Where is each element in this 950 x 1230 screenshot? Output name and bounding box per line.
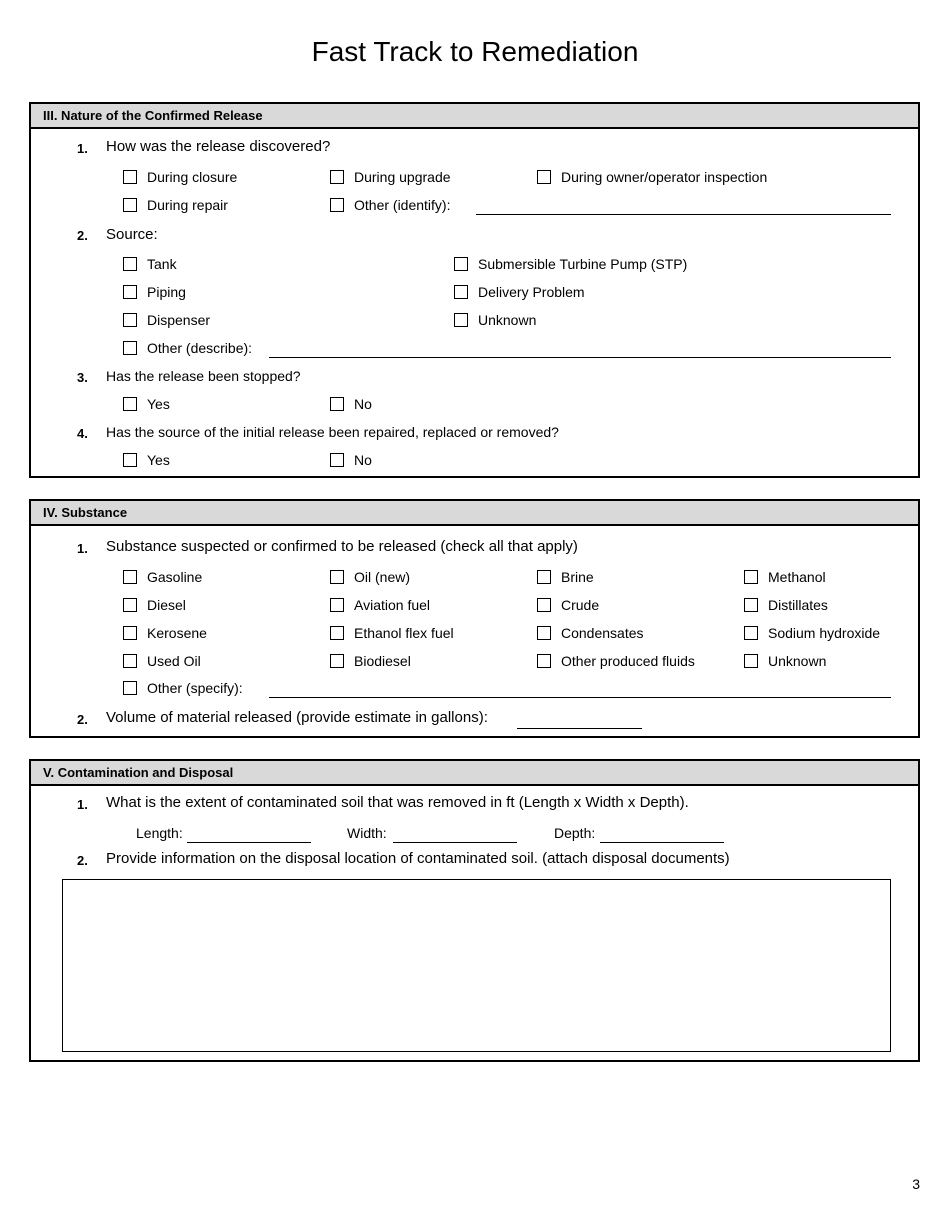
question-text: Volume of material released (provide estimate in gallons): [106,709,488,726]
option-label: Unknown [478,312,537,328]
option-ethanol-flex-fuel[interactable] [330,625,454,641]
question-text: Source: [106,226,158,243]
option-during-upgrade[interactable] [330,169,451,185]
option-used-oil[interactable] [123,653,201,669]
other-describe-input-line[interactable] [269,357,891,358]
option-repaired-yes[interactable] [123,452,170,468]
option-during-closure[interactable] [123,169,237,185]
option-methanol[interactable] [744,569,826,585]
page-number: 3 [912,1176,920,1192]
volume-input-line[interactable] [517,728,642,729]
section-header [31,761,918,786]
option-other-identify[interactable] [330,197,450,213]
question-text: Substance suspected or confirmed to be released (check all that apply) [106,538,578,555]
checkbox[interactable] [537,598,551,612]
option-dispenser[interactable] [123,312,210,328]
checkbox[interactable] [123,170,137,184]
option-aviation-fuel[interactable] [330,597,430,613]
option-label: Oil (new) [354,569,411,585]
question-number: 3. [77,370,88,385]
option-unknown[interactable] [454,312,536,328]
question-number: 1. [77,541,88,556]
checkbox[interactable] [330,453,344,467]
option-stopped-yes[interactable] [123,396,170,412]
option-stp[interactable] [454,256,687,272]
section-header-label: III. Nature of the Confirmed Release [43,108,263,123]
option-label: Dispenser [147,312,211,328]
option-kerosene[interactable] [123,625,207,641]
checkbox[interactable] [330,570,344,584]
checkbox[interactable] [330,654,344,668]
checkbox[interactable] [123,198,137,212]
checkbox[interactable] [454,285,468,299]
option-label: No [354,396,372,412]
checkbox[interactable] [123,257,137,271]
question-number: 1. [77,141,88,156]
checkbox[interactable] [454,313,468,327]
checkbox[interactable] [454,257,468,271]
option-stopped-no[interactable] [330,396,372,412]
section-header-label: V. Contamination and Disposal [43,765,234,780]
checkbox[interactable] [744,626,758,640]
option-piping[interactable] [123,284,186,300]
option-label: Sodium hydroxide [768,625,881,641]
option-label: Condensates [561,625,644,641]
option-label: Piping [147,284,186,300]
other-specify-input-line[interactable] [269,697,891,698]
option-label: Yes [147,452,170,468]
depth-label: Depth: [554,825,596,841]
option-label: Ethanol flex fuel [354,625,454,641]
option-label: Crude [561,597,600,613]
checkbox[interactable] [123,313,137,327]
question-text: What is the extent of contaminated soil that was removed in ft (Length x Width x Depth). [106,794,689,811]
option-label: Diesel [147,597,186,613]
option-label: Unknown [768,653,827,669]
question-number: 2. [77,712,88,727]
option-other-specify[interactable] [123,680,243,696]
checkbox[interactable] [123,626,137,640]
checkbox[interactable] [744,598,758,612]
option-condensates[interactable] [537,625,644,641]
other-identify-input-line[interactable] [476,214,891,215]
option-other-produced-fluids[interactable] [537,653,695,669]
section-header [31,501,918,526]
option-oil-new[interactable] [330,569,410,585]
option-label: Yes [147,396,170,412]
section-header [31,104,918,129]
length-label: Length: [136,825,183,841]
page-title: Fast Track to Remediation [311,36,639,67]
question-number: 2. [77,228,88,243]
option-label: No [354,452,372,468]
question-number: 1. [77,797,88,812]
question-text: Has the release been stopped? [106,368,301,384]
option-repaired-no[interactable] [330,452,372,468]
option-label: Tank [147,256,177,272]
checkbox[interactable] [537,626,551,640]
length-input-line[interactable] [187,842,311,843]
option-label: During repair [147,197,228,213]
section-contamination-disposal [29,759,920,1062]
option-label: Kerosene [147,625,207,641]
checkbox[interactable] [744,654,758,668]
option-label: Other produced fluids [561,653,695,669]
option-label: Used Oil [147,653,201,669]
option-label: Other (specify): [147,680,243,696]
checkbox[interactable] [123,654,137,668]
option-label: Brine [561,569,594,585]
checkbox[interactable] [123,598,137,612]
checkbox[interactable] [330,397,344,411]
option-biodiesel[interactable] [330,653,411,669]
option-label: Aviation fuel [354,597,431,613]
question-number: 2. [77,853,88,868]
checkbox[interactable] [123,570,137,584]
checkbox[interactable] [123,341,137,355]
option-label: Methanol [768,569,826,585]
option-diesel[interactable] [123,597,186,613]
option-label: During closure [147,169,238,185]
checkbox[interactable] [330,170,344,184]
section-substance [29,499,920,738]
option-label: Gasoline [147,569,203,585]
option-gasoline[interactable] [123,569,202,585]
checkbox[interactable] [330,598,344,612]
disposal-info-textarea[interactable] [62,879,891,1052]
option-during-repair[interactable] [123,197,228,213]
option-label: Delivery Problem [478,284,585,300]
checkbox[interactable] [537,570,551,584]
option-label: Other (identify): [354,197,451,213]
section-nature-of-release [29,102,920,478]
checkbox[interactable] [330,198,344,212]
checkbox[interactable] [537,170,551,184]
option-label: Submersible Turbine Pump (STP) [478,256,688,272]
option-label: During upgrade [354,169,451,185]
option-other-describe[interactable] [123,340,252,356]
option-distillates[interactable] [744,597,828,613]
width-input-line[interactable] [393,842,517,843]
option-label: Other (describe): [147,340,253,356]
option-label: Distillates [768,597,828,613]
option-label: Biodiesel [354,653,411,669]
option-delivery-problem[interactable] [454,284,585,300]
option-owner-inspection[interactable] [537,169,767,185]
question-text: Has the source of the initial release been repaired, replaced or removed? [106,424,559,440]
depth-input-line[interactable] [600,842,724,843]
question-number: 4. [77,426,88,441]
option-tank[interactable] [123,256,177,272]
width-label: Width: [347,825,387,841]
option-sodium-hydroxide[interactable] [744,625,880,641]
checkbox[interactable] [744,570,758,584]
question-text: Provide information on the disposal location of contaminated soil. (attach disposal documents) [106,850,730,867]
checkbox[interactable] [123,397,137,411]
option-label: During owner/operator inspection [561,169,768,185]
section-header-label: IV. Substance [43,505,128,520]
option-crude[interactable] [537,597,599,613]
option-brine[interactable] [537,569,594,585]
checkbox[interactable] [123,681,137,695]
checkbox[interactable] [123,453,137,467]
checkbox[interactable] [330,626,344,640]
question-text: How was the release discovered? [106,138,331,155]
checkbox[interactable] [123,285,137,299]
option-unknown-substance[interactable] [744,653,826,669]
checkbox[interactable] [537,654,551,668]
